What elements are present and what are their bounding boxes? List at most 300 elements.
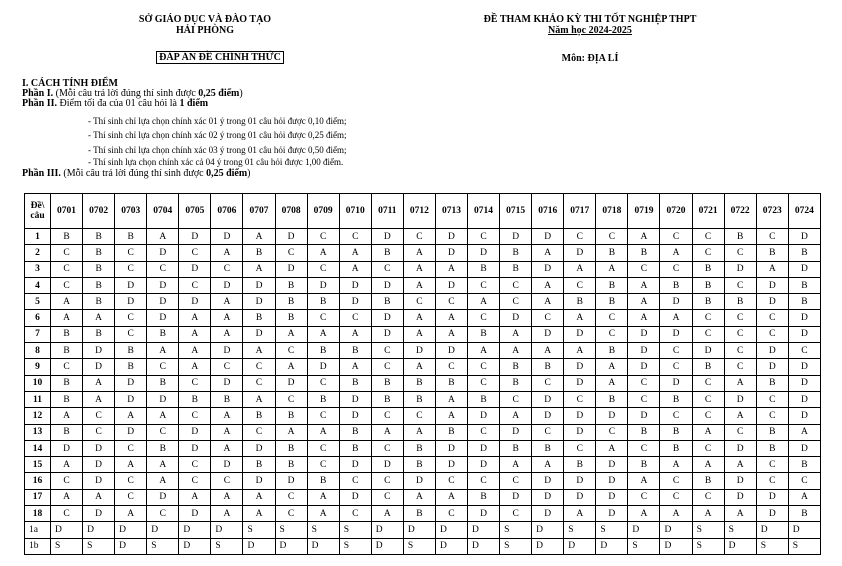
- answer-cell: A: [628, 294, 660, 310]
- answer-cell: B: [115, 343, 147, 359]
- exam-code-header: 0718: [596, 194, 628, 229]
- exam-title: [470, 14, 710, 36]
- answer-cell: C: [692, 245, 724, 261]
- answer-cell: A: [147, 343, 179, 359]
- exam-code-header: 0701: [51, 194, 83, 229]
- answer-cell: B: [500, 375, 532, 391]
- answer-cell: C: [51, 277, 83, 293]
- table-row: [25, 229, 821, 245]
- answer-cell: D: [243, 326, 275, 342]
- answer-cell: C: [692, 229, 724, 245]
- answer-cell: C: [211, 473, 243, 489]
- table-row: [25, 326, 821, 342]
- answer-cell: B: [83, 229, 115, 245]
- answer-cell: B: [788, 457, 820, 473]
- answer-cell: C: [275, 391, 307, 407]
- answer-cell: B: [435, 375, 467, 391]
- answer-cell: D: [756, 359, 788, 375]
- answer-cell: D: [756, 506, 788, 522]
- answer-cell: B: [115, 359, 147, 375]
- answer-cell: A: [243, 343, 275, 359]
- answer-cell: B: [275, 294, 307, 310]
- answer-cell: B: [339, 375, 371, 391]
- answer-cell: D: [243, 538, 275, 554]
- answer-cell: S: [692, 538, 724, 554]
- answer-cell: B: [339, 424, 371, 440]
- answer-cell: A: [307, 506, 339, 522]
- answer-cell: D: [435, 277, 467, 293]
- answer-cell: D: [500, 310, 532, 326]
- answer-cell: C: [788, 343, 820, 359]
- answer-cell: D: [724, 473, 756, 489]
- answer-cell: C: [596, 326, 628, 342]
- answer-cell: D: [435, 245, 467, 261]
- table-row: [25, 473, 821, 489]
- answer-cell: D: [51, 440, 83, 456]
- answer-cell: D: [564, 473, 596, 489]
- exam-code-header: 0705: [179, 194, 211, 229]
- answer-cell: C: [435, 359, 467, 375]
- answer-cell: A: [275, 424, 307, 440]
- answer-cell: B: [628, 245, 660, 261]
- answer-cell: A: [211, 489, 243, 505]
- answer-cell: B: [692, 294, 724, 310]
- answer-cell: B: [692, 277, 724, 293]
- answer-cell: D: [628, 359, 660, 375]
- answer-cell: B: [500, 261, 532, 277]
- answer-cell: C: [307, 440, 339, 456]
- answer-cell: C: [724, 326, 756, 342]
- answer-cell: B: [403, 375, 435, 391]
- answer-cell: B: [596, 343, 628, 359]
- answer-cell: B: [243, 310, 275, 326]
- answer-cell: B: [435, 424, 467, 440]
- answer-cell: A: [532, 245, 564, 261]
- answer-cell: A: [628, 506, 660, 522]
- answer-cell: B: [83, 277, 115, 293]
- answer-cell: B: [660, 391, 692, 407]
- answer-cell: A: [660, 245, 692, 261]
- answer-cell: A: [403, 310, 435, 326]
- answer-cell: D: [435, 229, 467, 245]
- answer-cell: C: [692, 375, 724, 391]
- answer-cell: C: [500, 391, 532, 407]
- answer-cell: D: [564, 245, 596, 261]
- answer-cell: C: [51, 245, 83, 261]
- answer-cell: C: [339, 473, 371, 489]
- answer-cell: D: [243, 473, 275, 489]
- answer-cell: D: [179, 294, 211, 310]
- answer-cell: B: [243, 457, 275, 473]
- answer-cell: A: [660, 506, 692, 522]
- answer-cell: D: [788, 229, 820, 245]
- answer-cell: C: [371, 343, 403, 359]
- answer-cell: D: [115, 375, 147, 391]
- answer-cell: A: [564, 506, 596, 522]
- answer-cell: A: [660, 457, 692, 473]
- answer-cell: D: [371, 229, 403, 245]
- answer-cell: A: [435, 489, 467, 505]
- answer-cell: B: [275, 408, 307, 424]
- exam-code-header: 0714: [468, 194, 500, 229]
- table-row: [25, 343, 821, 359]
- answer-cell: C: [275, 343, 307, 359]
- answer-cell: D: [500, 424, 532, 440]
- answer-cell: D: [179, 229, 211, 245]
- table-row: [25, 391, 821, 407]
- answer-cell: A: [532, 457, 564, 473]
- question-number: 6: [25, 310, 51, 326]
- answer-cell: A: [179, 489, 211, 505]
- answer-cell: D: [788, 440, 820, 456]
- answer-cell: B: [756, 440, 788, 456]
- answer-cell: D: [115, 391, 147, 407]
- answer-cell: S: [628, 538, 660, 554]
- answer-cell: B: [275, 440, 307, 456]
- answer-cell: A: [339, 245, 371, 261]
- answer-cell: B: [628, 457, 660, 473]
- answer-cell: D: [435, 522, 467, 538]
- answer-cell: C: [692, 391, 724, 407]
- answer-cell: S: [500, 522, 532, 538]
- part1-text: (Mỗi câu trả lời đúng thí sinh được: [53, 88, 199, 99]
- bullet-item: - Thí sinh chỉ lựa chọn chính xác 02 ý trong 01 câu hỏi được 0,25 điểm;: [88, 130, 347, 140]
- answer-cell: C: [115, 473, 147, 489]
- answer-cell: B: [468, 391, 500, 407]
- table-row: [25, 538, 821, 554]
- answer-cell: B: [500, 440, 532, 456]
- answer-cell: A: [211, 506, 243, 522]
- answer-cell: B: [564, 457, 596, 473]
- answer-cell: A: [147, 457, 179, 473]
- answer-cell: A: [371, 506, 403, 522]
- answer-cell: C: [371, 408, 403, 424]
- answer-cell: S: [51, 538, 83, 554]
- answer-cell: D: [596, 506, 628, 522]
- answer-cell: B: [275, 457, 307, 473]
- answer-cell: D: [211, 457, 243, 473]
- answer-cell: D: [500, 489, 532, 505]
- exam-code-header: 0710: [339, 194, 371, 229]
- answer-cell: B: [51, 229, 83, 245]
- answer-cell: D: [147, 294, 179, 310]
- part3-text: (Mỗi câu trả lời đúng thí sinh được: [60, 168, 207, 179]
- answer-cell: D: [788, 261, 820, 277]
- answer-cell: D: [724, 391, 756, 407]
- answer-cell: D: [243, 440, 275, 456]
- answer-cell: A: [435, 326, 467, 342]
- answer-cell: D: [788, 310, 820, 326]
- answer-cell: C: [115, 440, 147, 456]
- answer-cell: D: [147, 522, 179, 538]
- answer-cell: C: [51, 506, 83, 522]
- answer-cell: C: [339, 506, 371, 522]
- answer-cell: D: [211, 343, 243, 359]
- answer-cell: C: [371, 489, 403, 505]
- answer-cell: C: [211, 359, 243, 375]
- answer-cell: D: [211, 375, 243, 391]
- answer-cell: D: [532, 408, 564, 424]
- answer-cell: A: [628, 310, 660, 326]
- answer-cell: D: [147, 391, 179, 407]
- answer-cell: B: [660, 424, 692, 440]
- answer-cell: A: [179, 343, 211, 359]
- answer-cell: A: [564, 343, 596, 359]
- answer-cell: D: [788, 391, 820, 407]
- answer-cell: B: [724, 229, 756, 245]
- answer-cell: A: [500, 326, 532, 342]
- answer-cell: A: [179, 359, 211, 375]
- answer-cell: A: [628, 277, 660, 293]
- answer-cell: D: [564, 326, 596, 342]
- answer-cell: C: [724, 424, 756, 440]
- answer-cell: D: [307, 538, 339, 554]
- answer-cell: D: [147, 489, 179, 505]
- answer-cell: C: [628, 261, 660, 277]
- answer-cell: C: [403, 229, 435, 245]
- answer-cell: D: [371, 326, 403, 342]
- answer-cell: C: [628, 440, 660, 456]
- answer-cell: B: [788, 245, 820, 261]
- answer-cell: D: [532, 506, 564, 522]
- answer-cell: D: [564, 359, 596, 375]
- answer-cell: D: [51, 522, 83, 538]
- answer-cell: C: [756, 408, 788, 424]
- answer-cell: D: [371, 538, 403, 554]
- answer-cell: B: [115, 229, 147, 245]
- exam-code-header: 0704: [147, 194, 179, 229]
- question-number: 7: [25, 326, 51, 342]
- answer-cell: B: [500, 245, 532, 261]
- answer-cell: C: [371, 440, 403, 456]
- answer-cell: C: [500, 277, 532, 293]
- answer-cell: C: [660, 343, 692, 359]
- answer-cell: B: [532, 359, 564, 375]
- question-number: 10: [25, 375, 51, 391]
- answer-cell: D: [211, 277, 243, 293]
- answer-cell: A: [51, 408, 83, 424]
- answer-cell: C: [564, 440, 596, 456]
- answer-cell: D: [564, 538, 596, 554]
- answer-cell: D: [564, 489, 596, 505]
- answer-cell: D: [628, 326, 660, 342]
- answer-cell: D: [211, 522, 243, 538]
- answer-cell: B: [660, 440, 692, 456]
- answer-cell: B: [147, 440, 179, 456]
- answer-cell: D: [628, 343, 660, 359]
- answer-cell: A: [179, 310, 211, 326]
- answer-cell: C: [660, 359, 692, 375]
- answer-cell: D: [115, 522, 147, 538]
- answer-cell: C: [660, 261, 692, 277]
- answer-cell: D: [435, 440, 467, 456]
- answer-cell: C: [83, 408, 115, 424]
- answer-cell: D: [788, 359, 820, 375]
- answer-cell: A: [628, 473, 660, 489]
- answer-cell: A: [243, 391, 275, 407]
- answer-cell: C: [51, 473, 83, 489]
- answer-cell: D: [468, 408, 500, 424]
- answer-cell: B: [275, 277, 307, 293]
- answer-cell: A: [51, 457, 83, 473]
- exam-code-header: 0702: [83, 194, 115, 229]
- answer-cell: A: [147, 229, 179, 245]
- answer-cell: D: [660, 538, 692, 554]
- answer-cell: D: [115, 277, 147, 293]
- answer-cell: S: [756, 538, 788, 554]
- answer-cell: B: [403, 440, 435, 456]
- answer-cell: A: [403, 277, 435, 293]
- table-row: [25, 489, 821, 505]
- table-row: [25, 294, 821, 310]
- answer-cell: D: [756, 294, 788, 310]
- answer-cell: C: [339, 229, 371, 245]
- answer-cell: A: [275, 326, 307, 342]
- answer-cell: D: [275, 229, 307, 245]
- answer-cell: A: [83, 489, 115, 505]
- answer-cell: A: [692, 506, 724, 522]
- answer-cell: D: [532, 538, 564, 554]
- answer-cell: C: [435, 294, 467, 310]
- answer-cell: C: [115, 489, 147, 505]
- answer-cell: B: [83, 294, 115, 310]
- answer-cell: B: [339, 440, 371, 456]
- answer-cell: C: [51, 359, 83, 375]
- answer-cell: C: [724, 310, 756, 326]
- part2-points: 1 điểm: [179, 98, 209, 109]
- answer-cell: C: [307, 408, 339, 424]
- answer-cell: C: [628, 391, 660, 407]
- answer-cell: A: [147, 473, 179, 489]
- answer-cell: C: [724, 277, 756, 293]
- answer-cell: B: [307, 343, 339, 359]
- answer-cell: A: [147, 408, 179, 424]
- answer-cell: D: [756, 522, 788, 538]
- answer-cell: C: [307, 310, 339, 326]
- answer-cell: D: [468, 440, 500, 456]
- answer-cell: S: [83, 538, 115, 554]
- part3-label: Phần III.: [22, 168, 61, 179]
- question-number: 17: [25, 489, 51, 505]
- answer-cell: A: [211, 408, 243, 424]
- answer-cell: D: [435, 538, 467, 554]
- answer-cell: D: [179, 522, 211, 538]
- answer-cell: D: [660, 326, 692, 342]
- answer-cell: B: [724, 294, 756, 310]
- answer-cell: C: [596, 229, 628, 245]
- question-number: 18: [25, 506, 51, 522]
- answer-cell: A: [564, 261, 596, 277]
- answer-cell: B: [788, 294, 820, 310]
- answer-cell: S: [692, 522, 724, 538]
- answer-cell: D: [596, 473, 628, 489]
- answer-cell: S: [147, 538, 179, 554]
- exam-title-line-1: ĐỀ THAM KHẢO KỲ THI TỐT NGHIỆP THPT: [483, 14, 697, 25]
- answer-cell: B: [147, 326, 179, 342]
- department-name: [120, 14, 290, 36]
- answer-cell: D: [307, 359, 339, 375]
- answer-cell: A: [339, 326, 371, 342]
- answer-cell: C: [307, 457, 339, 473]
- answer-cell: B: [371, 391, 403, 407]
- answer-cell: C: [83, 424, 115, 440]
- answer-cell: D: [307, 277, 339, 293]
- part3-points: 0,25 điểm: [206, 168, 248, 179]
- answer-cell: B: [51, 375, 83, 391]
- answer-cell: D: [596, 408, 628, 424]
- answer-cell: D: [339, 391, 371, 407]
- subject-label: Môn: ĐỊA LÍ: [561, 53, 619, 64]
- answer-cell: C: [435, 506, 467, 522]
- exam-code-header: 0721: [692, 194, 724, 229]
- answer-cell: A: [115, 457, 147, 473]
- question-number: 12: [25, 408, 51, 424]
- answer-cell: C: [179, 245, 211, 261]
- answer-cell: S: [339, 522, 371, 538]
- answer-cell: D: [115, 424, 147, 440]
- answer-cell: C: [243, 359, 275, 375]
- table-row: [25, 408, 821, 424]
- answer-cell: C: [115, 326, 147, 342]
- answer-cell: D: [628, 408, 660, 424]
- section-title: I. CÁCH TÍNH ĐIỂM: [22, 78, 118, 89]
- exam-code-header: 0708: [275, 194, 307, 229]
- answer-cell: D: [660, 522, 692, 538]
- answer-cell: B: [468, 326, 500, 342]
- answer-cell: C: [756, 310, 788, 326]
- answer-cell: C: [275, 245, 307, 261]
- answer-cell: C: [435, 473, 467, 489]
- bullet-item: - Thí sinh chỉ lựa chọn chính xác 01 ý trong 01 câu hỏi được 0,10 điểm;: [88, 116, 347, 126]
- exam-code-header: 0713: [435, 194, 467, 229]
- answer-cell: D: [339, 408, 371, 424]
- answer-cell: A: [307, 489, 339, 505]
- answer-cell: D: [468, 245, 500, 261]
- exam-code-header: 0723: [756, 194, 788, 229]
- answer-cell: S: [724, 522, 756, 538]
- answer-cell: D: [371, 457, 403, 473]
- department-line-1: SỞ GIÁO DỤC VÀ ĐÀO TẠO: [138, 14, 272, 25]
- answer-cell: D: [532, 261, 564, 277]
- table-row: [25, 506, 821, 522]
- answer-cell: S: [788, 538, 820, 554]
- answer-cell: D: [403, 522, 435, 538]
- answer-cell: C: [243, 424, 275, 440]
- answer-cell: D: [243, 277, 275, 293]
- answer-cell: D: [83, 473, 115, 489]
- answer-cell: S: [211, 538, 243, 554]
- answer-cell: D: [756, 343, 788, 359]
- answer-cell: C: [660, 229, 692, 245]
- official-answer-label: [150, 52, 290, 63]
- table-row: [25, 261, 821, 277]
- answer-cell: D: [564, 375, 596, 391]
- question-number: 1b: [25, 538, 51, 554]
- answer-cell: C: [147, 359, 179, 375]
- answer-cell: C: [179, 277, 211, 293]
- answer-cell: A: [596, 261, 628, 277]
- answer-cell: A: [307, 424, 339, 440]
- answer-cell: B: [500, 359, 532, 375]
- answer-cell: B: [756, 424, 788, 440]
- answer-cell: D: [660, 294, 692, 310]
- answer-cell: D: [147, 310, 179, 326]
- answer-cell: B: [51, 391, 83, 407]
- answer-cell: C: [692, 440, 724, 456]
- answer-cell: A: [724, 506, 756, 522]
- table-row: [25, 310, 821, 326]
- answer-cell: A: [211, 245, 243, 261]
